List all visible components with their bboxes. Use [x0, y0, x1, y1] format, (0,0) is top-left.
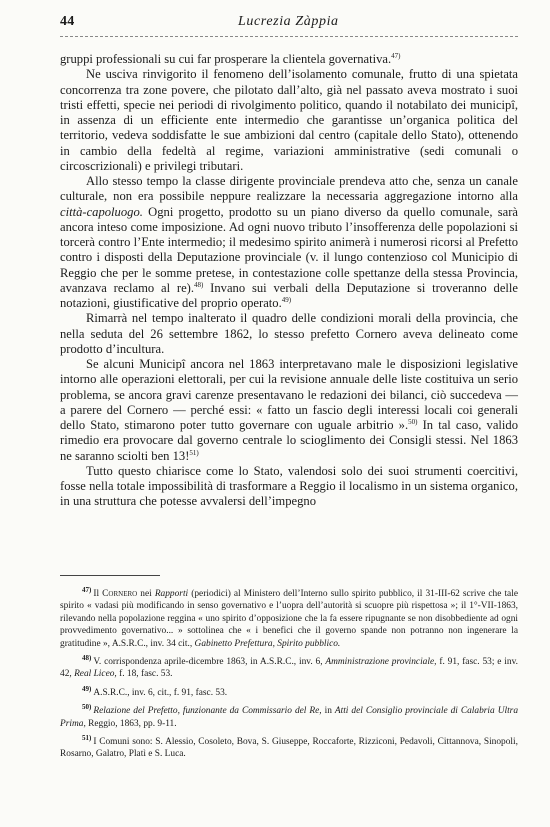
- text-run: Tutto questo chiarisce come lo Stato, valendosi solo dei suoi strumenti coercitivi, fosse nella totale impossibilità di trasformare a Reggio il localismo in un sistema organico, in una struttura che potesse avvalersi dell’impegno: [60, 463, 518, 509]
- footnote-reference: 49): [281, 295, 292, 304]
- footnote-reference: 50): [408, 417, 418, 426]
- text-run: (periodici) al Ministero dell’Interno sullo spirito pubblico, il 31-III-62 scrive che tale spirito « vadasi più modificando in senso governativo e l’uopra dell’autorità si scuopre più rispettosa »; il 1°-VII-1863, rilevando nella popolazione reggina « uno spirito d’opposizione che la fa essere ripugnante se non disobbediente ad ogni provvedimento governativo... » sottolinea che « i benefici che il governo spande non potranno non ingenerare la gratitudine », A.S.R.C., inv. 34 cit.,: [60, 589, 518, 649]
- body-text: [60, 52, 518, 510]
- text-run: Allo stesso tempo la classe dirigente provinciale prendeva atto che, senza un canale culturale, non era possibile neppure realizzare la necessaria aggregazione intorno alla: [60, 174, 518, 204]
- italic-text: Real Liceo,: [74, 669, 117, 680]
- text-run: gruppi professionali su cui far prosperare la clientela governativa.: [60, 52, 392, 66]
- page-number: 44: [60, 14, 75, 29]
- small-caps-text: Cornero: [102, 589, 138, 599]
- footnote: [60, 733, 518, 761]
- footnote-reference: 47): [391, 51, 401, 60]
- header-rule: [60, 36, 518, 37]
- text-run: I Comuni sono: S. Alessio, Cosoleto, Bova, S. Giuseppe, Roccaforte, Rizziconi, Pedavoli, Cittannova, Sinopoli, Rosarno, Galatro, Platì e S. Luca.: [60, 737, 518, 760]
- paragraph: [60, 464, 518, 510]
- footnote-number: 50): [82, 703, 92, 712]
- paragraph: [60, 52, 518, 67]
- text-run: Reggio, 1863, pp. 9-11.: [85, 718, 177, 729]
- footnote-number: 49): [82, 684, 92, 693]
- paragraph: [60, 67, 518, 174]
- text-run: A.S.R.C., inv. 6, cit., f. 91, fasc. 53.: [93, 687, 228, 698]
- text-run: Rimarrà nel tempo inalterato il quadro delle condizioni morali della provincia, che nella seduta del 26 settembre 1862, lo stesso prefetto Cornero aveva delineato come prodotto d’incultura.: [60, 311, 518, 356]
- footnote-number: 51): [82, 733, 92, 742]
- text-run: Invano sui verbali della Deputazione si troveranno delle notazioni, giustificative del proprio operato.: [60, 280, 518, 310]
- paragraph: [60, 311, 518, 357]
- italic-text: Atti del Consiglio provinciale di Calabria Ultra Prima,: [60, 706, 519, 729]
- text-run: Il: [93, 589, 103, 599]
- italic-text: Rapporti: [154, 589, 189, 599]
- paragraph: [60, 174, 518, 311]
- running-title: Lucrezia Zàppia: [238, 14, 339, 29]
- footnote-separator: [60, 575, 160, 576]
- footnote-number: 47): [82, 585, 92, 594]
- footnote: [60, 684, 518, 699]
- text-run: In tal caso, valido rimedio era provocare dal governo centrale lo scioglimento dei Consigli stessi. Nel 1863 ne saranno sciolti ben 13!: [60, 418, 518, 463]
- paragraph: [60, 357, 518, 464]
- page-header: [60, 14, 518, 34]
- footnotes: [60, 585, 519, 767]
- footnote: [60, 585, 518, 650]
- italic-text: città-capoluogo.: [60, 204, 143, 219]
- footnote: [60, 705, 518, 730]
- italic-text: Gabinetto Prefettura, Spirito pubblico.: [194, 638, 341, 649]
- text-run: f. 91, fasc. 53; e inv. 42,: [60, 657, 518, 680]
- italic-text: Amministrazione provinciale,: [325, 657, 437, 668]
- footnote-reference: 51): [189, 448, 199, 457]
- text-run: Ne usciva rinvigorito il fenomeno dell’isolamento comunale, frutto di una spietata concorrenza tra zone povere, che pilotato dall’alto, già nel passato aveva mostrato i suoi tristi effetti, specie nei periodi di rivolgimento politico, quando il notabilato dei municipî, in assenza di un efficiente ente intermedio che garantisse un’organica politica del territorio, vedeva soddisfatte le sue ambizioni dal centro (capitale dello Stato), ottenendo in cambio della fedeltà al regime, variazioni amministrative (sedi comunali o circoscrizionali) e privilegi tributari.: [60, 67, 518, 173]
- footnote-number: 48): [82, 653, 92, 662]
- text-run: f. 18, fasc. 53.: [116, 669, 173, 680]
- text-run: Se alcuni Municipî ancora nel 1863 interpretavano male le disposizioni legislative intorno alle operazioni elettorali, per cui la revisione annuale delle liste costituiva un serio problema, se ancora gravi carenze presentavano le redazioni dei bilanci, ciò succedeva — a parere del Cornero — perché essi: « fatto un fascio degli interessi locali coi generali dello Stato, stimarono poter tutto governare con uguale arbitrio ».: [60, 357, 518, 432]
- footnote-reference: 48): [194, 280, 204, 289]
- text-run: Ogni progetto, prodotto su un piano diverso da quello comunale, sarà ancora inteso come imposizione. Ad ogni nuovo tributo l’insofferenza delle popolazioni si torcerà contro l’Ente intermedio; il medesimo spirito animerà i numerosi ricorsi al Prefetto contro i disposti della Deputazione provinciale (v. il lungo contenzioso col Municipio di Reggio che per le somme pretese, in contestazione colle spettanze della stessa Provincia, avanzava reclamo al re).: [60, 204, 518, 295]
- italic-text: Relazione del Prefetto, funzionante da Commissario del Re,: [93, 706, 322, 717]
- text-run: V. corrispondenza aprile-dicembre 1863, in A.S.R.C., inv. 6,: [93, 657, 326, 668]
- text-run: in: [321, 706, 335, 717]
- footnote: [60, 653, 518, 681]
- text-run: nei: [137, 589, 155, 599]
